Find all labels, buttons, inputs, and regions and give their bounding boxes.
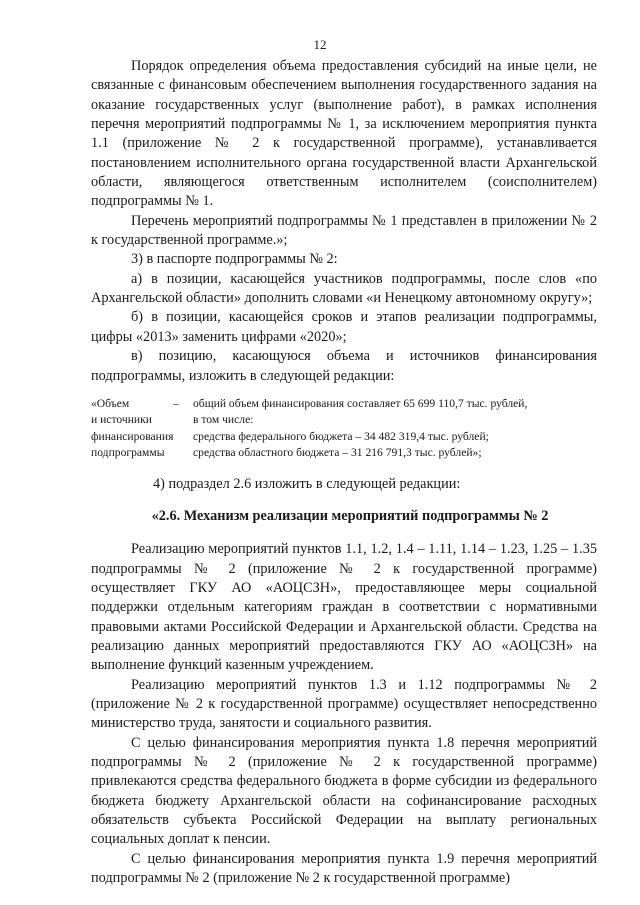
passport-table bbox=[91, 396, 597, 462]
paragraph: а) в позиции, касающейся участников подпрограммы, после слов «по Архангельской области» дополнить словами «и Ненецкому автономному округу»; bbox=[91, 270, 597, 307]
passport-label-line: и источники bbox=[91, 413, 152, 427]
paragraph: б) в позиции, касающейся сроков и этапов реализации подпрограммы, цифры «2013» заменить цифрами «2020»; bbox=[91, 309, 597, 345]
paragraph: Реализацию мероприятий пунктов 1.3 и 1.12 подпрограммы № 2 (приложение № 2 к государственной программе) осуществляет непосредственно министерство труда, занятости и социального развития. bbox=[91, 676, 597, 732]
document-body bbox=[91, 57, 597, 888]
paragraph: Порядок определения объема предоставления субсидий на иные цели, не связанные с финансовым обеспечением выполнения государственного задания на оказание государственных услуг (выполнение работ), в рамках исполнения перечня мероприятий подпрограммы № 1, за исключением мероприятия пункта 1.1 (приложение № 2 к государственной программе), устанавливается постановлением исполнительного органа государственной власти Архангельской области, являющегося ответственным исполнителем (соисполнителем) подпрограммы № 1. bbox=[91, 58, 597, 210]
passport-dash: – bbox=[173, 396, 179, 410]
paragraph: С целью финансирования мероприятия пункта 1.8 перечня мероприятий подпрограммы № 2 (приложение № 2 к государственной программе) привлекаются средства федерального бюджета в форме субсидии из федерального бюджета бюджету Архангельской области на софинансирование расходных обязательств субъекта Российской Федерации на выплату региональных социальных доплат к пенсии. bbox=[91, 734, 597, 848]
paragraph: 3) в паспорте подпрограммы № 2: bbox=[131, 251, 338, 268]
list-item-4: 4) подраздел 2.6 изложить в следующей редакции: bbox=[153, 476, 461, 493]
paragraph: Реализацию мероприятий пунктов 1.1, 1.2, 1.4 – 1.11, 1.14 – 1.23, 1.25 – 1.35 подпрограммы № 2 (приложение № 2 к государственной программе) осуществляет ГКУ АО «АОЦСЗН», предоставляющее меры социальной поддержки отдельным категориям граждан в соответствии с нормативными правовыми актами Российской Федерации и Архангельской области. Средства на реализацию данных мероприятий предоставляются ГКУ АО «АОЦСЗН» на выполнение функций казенным учреждением. bbox=[91, 541, 597, 674]
passport-value-line: средства федерального бюджета – 34 482 319,4 тыс. рублей; bbox=[193, 429, 489, 443]
passport-label-line: финансирования bbox=[91, 429, 174, 443]
page-number: 12 bbox=[313, 37, 327, 52]
paragraph: Перечень мероприятий подпрограммы № 1 представлен в приложении № 2 к государственной программе.»; bbox=[91, 212, 597, 249]
section-heading: «2.6. Механизм реализации мероприятий подпрограммы № 2 bbox=[151, 507, 549, 524]
paragraph: С целью финансирования мероприятия пункта 1.9 перечня мероприятий подпрограммы № 2 (приложение № 2 к государственной программе) bbox=[91, 850, 597, 886]
passport-value-line: в том числе: bbox=[193, 413, 254, 427]
passport-label-line: «Объем bbox=[91, 396, 130, 410]
paragraph: в) позицию, касающуюся объема и источников финансирования подпрограммы, изложить в следующей редакции: bbox=[91, 348, 597, 384]
passport-value-line: общий объем финансирования составляет 65 699 110,7 тыс. рублей, bbox=[193, 396, 528, 410]
passport-label-line: подпрограммы bbox=[91, 446, 165, 460]
passport-value-line: средства областного бюджета – 31 216 791,3 тыс. рублей»; bbox=[193, 446, 482, 460]
